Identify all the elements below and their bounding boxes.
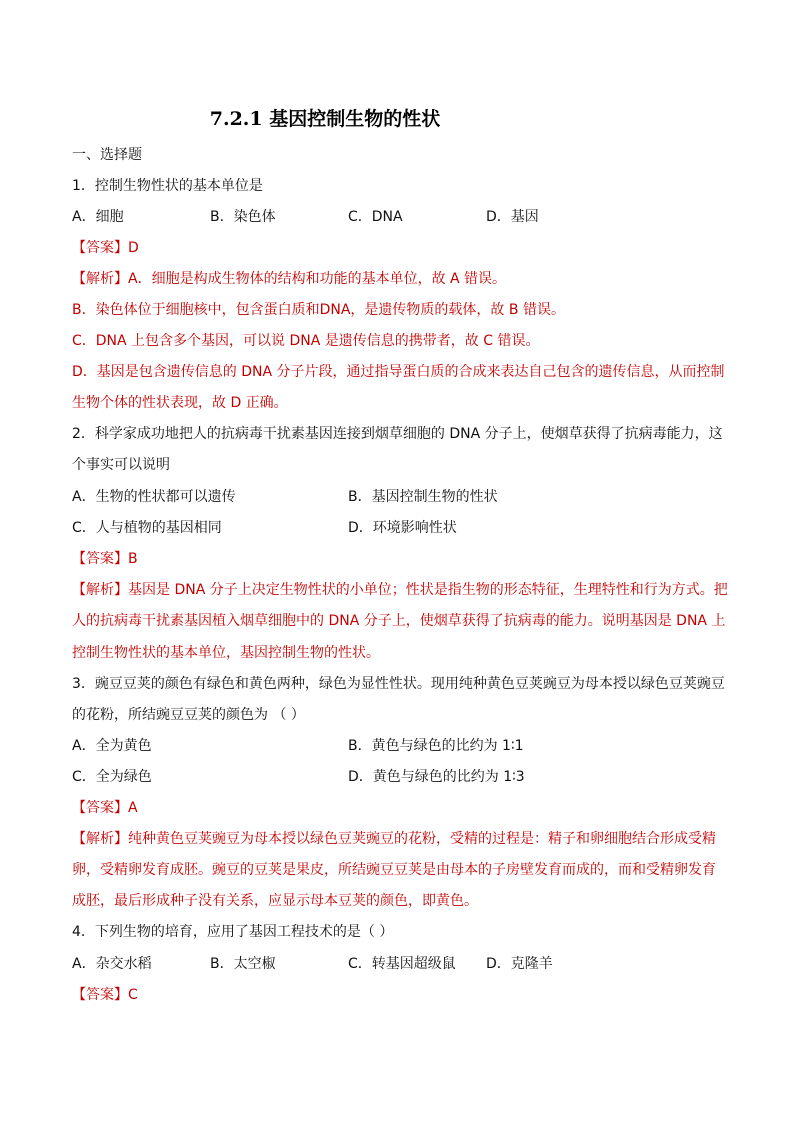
q4-option-d: D．克隆羊	[486, 956, 553, 972]
q2-answer: 【答案】B	[72, 551, 138, 567]
q4-answer: 【答案】C	[72, 987, 138, 1003]
question-3-stem: 3．豌豆豆荚的颜色有绿色和黄色两种，绿色为显性性状。现用纯种黄色豆荚豌豆为母本授以绿色豆荚豌豆	[72, 676, 725, 692]
q2-option-d: D．环境影响性状	[348, 520, 457, 536]
q1-option-a: A．细胞	[72, 209, 124, 225]
q2-option-a: A．生物的性状都可以遗传	[72, 489, 236, 505]
q3-analysis-line: 成胚，最后形成种子没有关系，应显示母本豆荚的颜色，即黄色。	[72, 893, 478, 909]
q1-answer: 【答案】D	[72, 240, 139, 256]
q1-analysis-line: 【解析】A．细胞是构成生物体的结构和功能的基本单位，故 A 错误。	[72, 271, 507, 287]
q4-option-b: B．太空椒	[210, 956, 276, 972]
q2-analysis-line: 【解析】基因是 DNA 分子上决定生物性状的小单位；性状是指生物的形态特征，生理特性和行为方式。把	[72, 582, 728, 598]
q1-option-d: D．基因	[486, 209, 539, 225]
q1-analysis-line: C．DNA 上包含多个基因，可以说 DNA 是遗传信息的携带者，故 C 错误。	[72, 333, 540, 349]
q4-option-a: A．杂交水稻	[72, 956, 152, 972]
q3-answer: 【答案】A	[72, 800, 138, 816]
q2-analysis-line: 控制生物性状的基本单位，基因控制生物的性状。	[72, 645, 380, 661]
q2-analysis-line: 人的抗病毒干扰素基因植入烟草细胞中的 DNA 分子上，使烟草获得了抗病毒的能力。说明基因是 DNA 上	[72, 613, 726, 629]
q1-option-b: B．染色体	[210, 209, 276, 225]
q3-option-c: C．全为绿色	[72, 769, 152, 785]
question-4-stem: 4．下列生物的培育，应用了基因工程技术的是（ ）	[72, 924, 394, 940]
q1-analysis-line: D．基因是包含遗传信息的 DNA 分子片段，通过指导蛋白质的合成来表达自己包含的遗传信息，从而控制	[72, 364, 725, 380]
q2-option-c: C．人与植物的基因相同	[72, 520, 222, 536]
q3-analysis-line: 卵，受精卵发育成胚。豌豆的豆荚是果皮，所结豌豆豆荚是由母本的子房壁发育而成的，而和受精卵发育	[72, 862, 716, 878]
question-3-stem: 的花粉，所结豌豆豆荚的颜色为 （ ）	[72, 707, 305, 723]
q4-option-c: C．转基因超级鼠	[348, 956, 456, 972]
question-1-stem: 1．控制生物性状的基本单位是	[72, 178, 263, 194]
q3-option-b: B．黄色与绿色的比约为 1∶1	[348, 738, 524, 754]
q1-analysis-line: 生物个体的性状表现，故 D 正确。	[72, 395, 288, 411]
question-2-stem: 个事实可以说明	[72, 457, 170, 473]
q3-option-a: A．全为黄色	[72, 738, 152, 754]
q3-analysis-line: 【解析】纯种黄色豆荚豌豆为母本授以绿色豆荚豌豆的花粉，受精的过程是：精子和卵细胞结合形成受精	[72, 831, 716, 847]
q1-analysis-line: B．染色体位于细胞核中，包含蛋白质和DNA，是遗传物质的载体，故 B 错误。	[72, 302, 565, 318]
q3-option-d: D．黄色与绿色的比约为 1∶3	[348, 769, 525, 785]
section-heading: 一、选择题	[72, 147, 142, 163]
question-2-stem: 2．科学家成功地把人的抗病毒干扰素基因连接到烟草细胞的 DNA 分子上，使烟草获得了抗病毒能力，这	[72, 426, 723, 442]
q2-option-b: B．基因控制生物的性状	[348, 489, 498, 505]
q1-option-c: C．DNA	[348, 209, 403, 225]
page-title: 7.2.1 基因控制生物的性状	[209, 108, 441, 130]
